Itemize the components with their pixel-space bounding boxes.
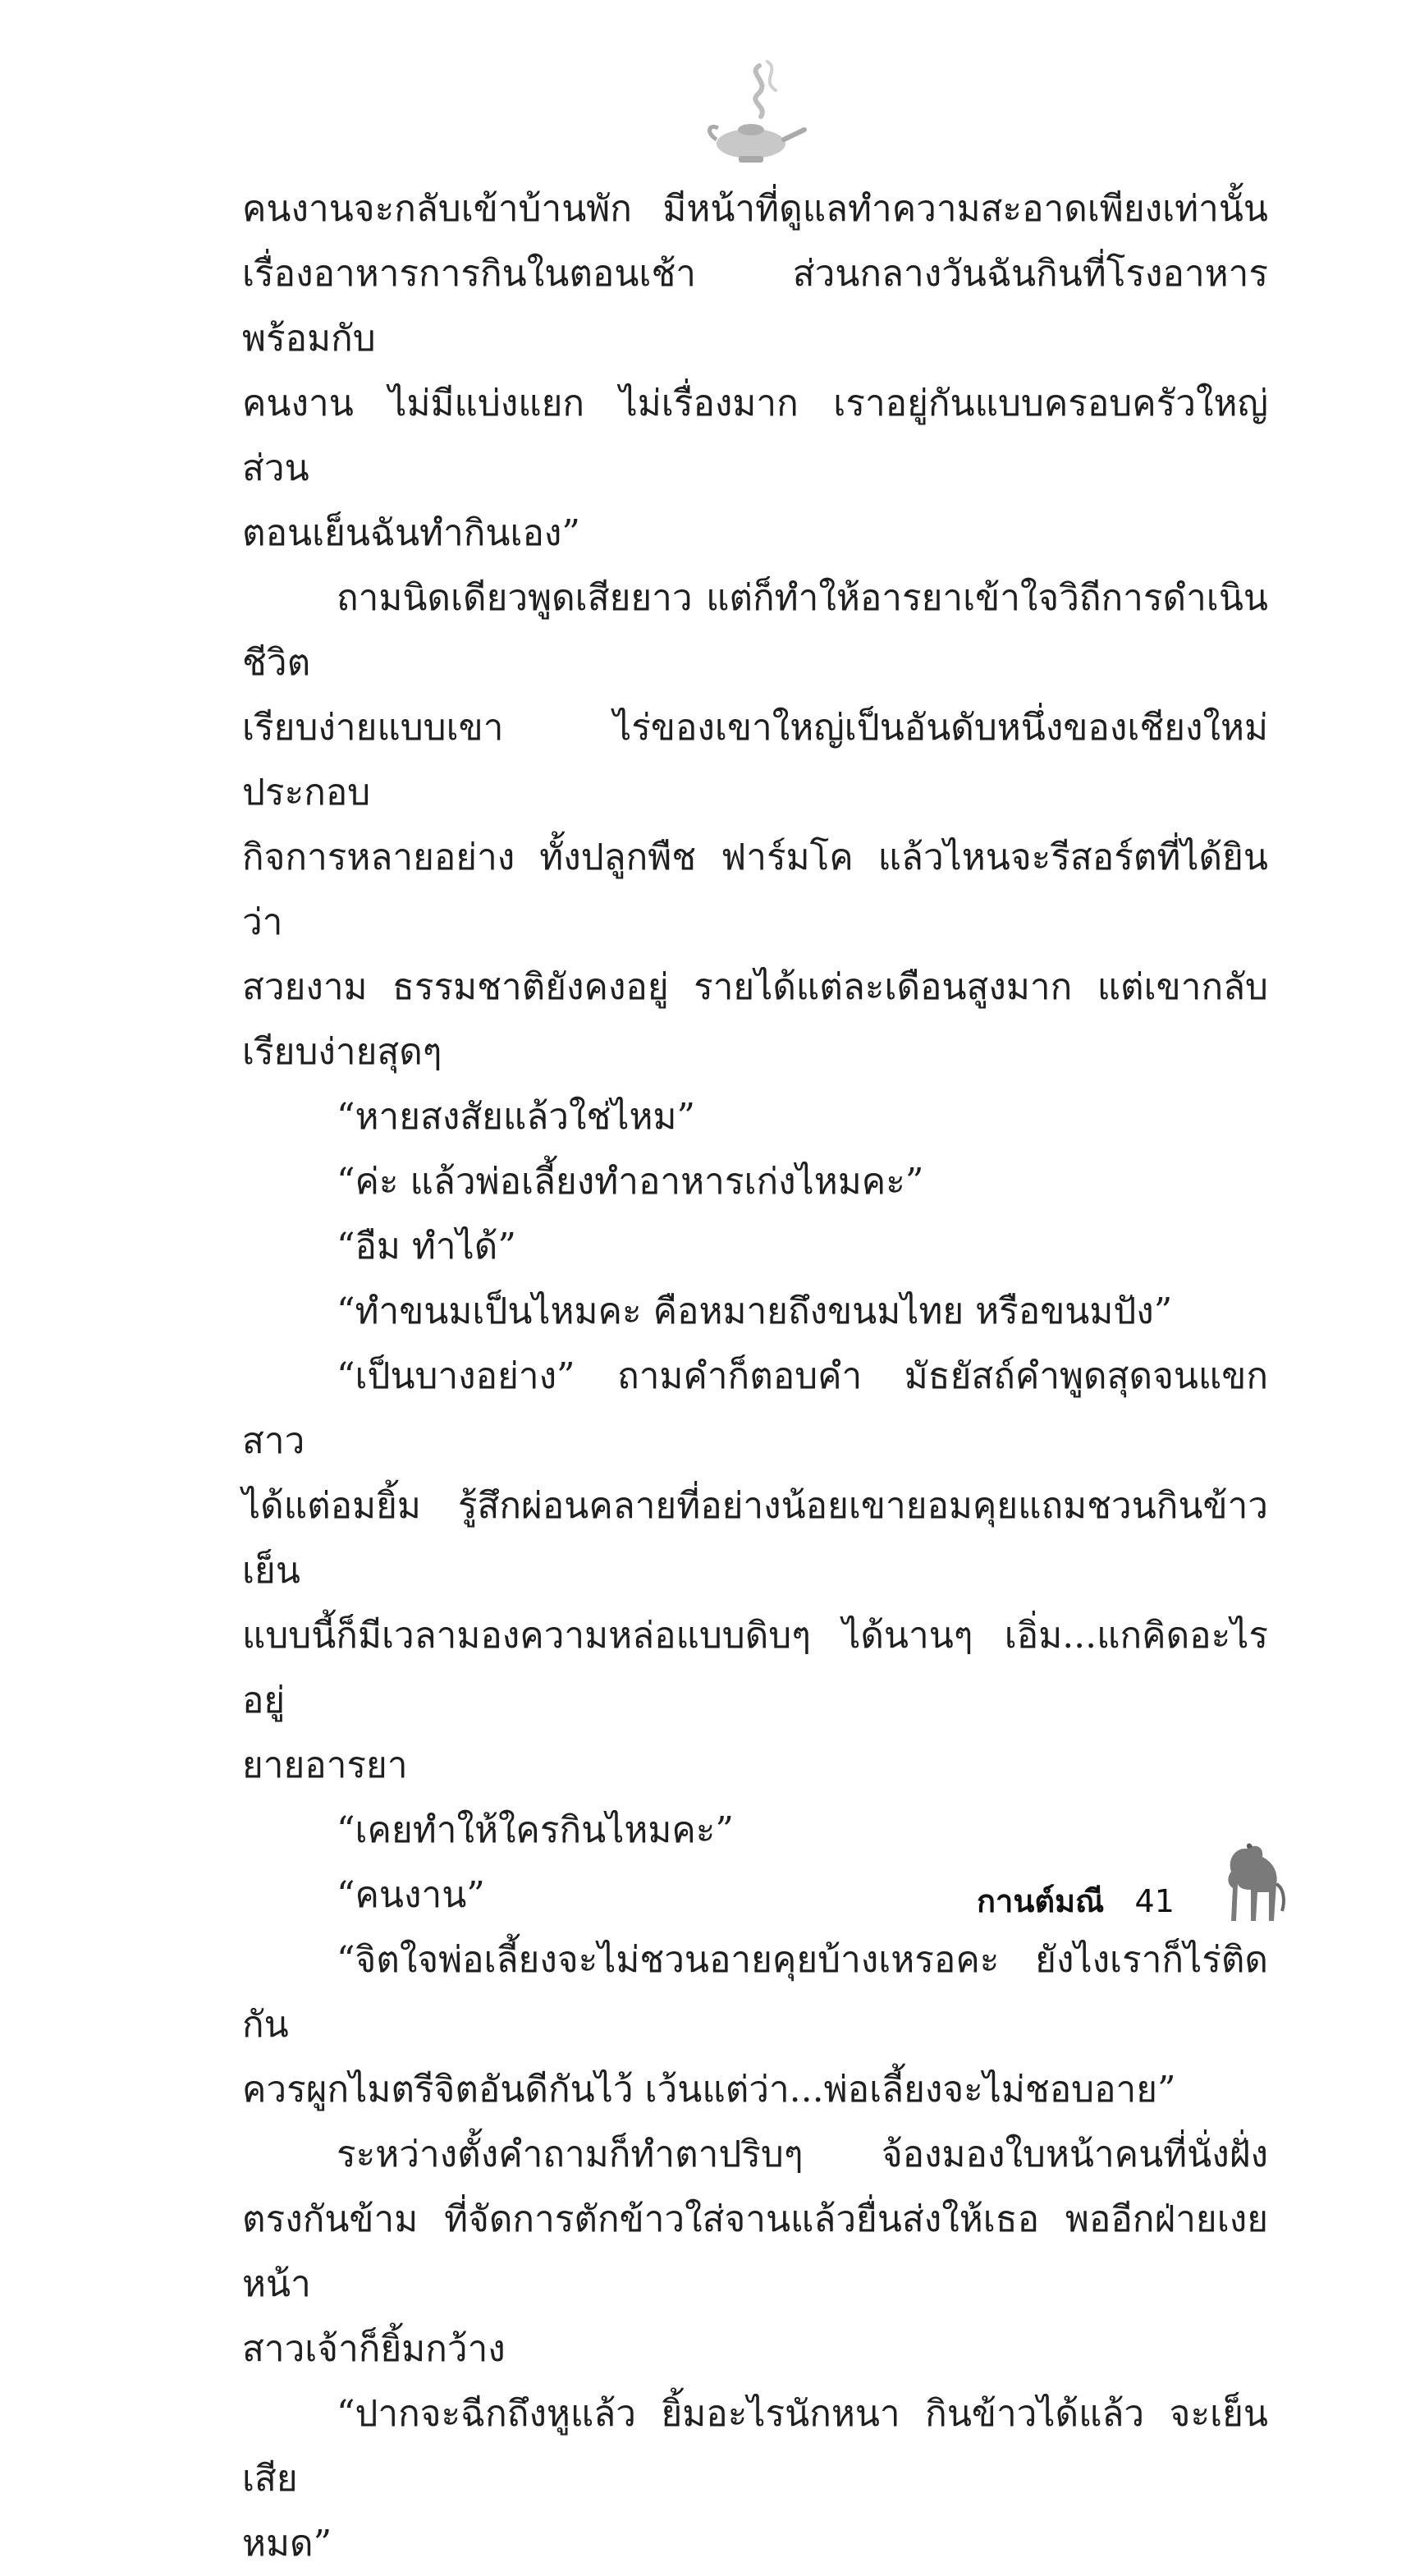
text-line: สวยงาม ธรรมชาติยังคงอยู่ รายได้แต่ละเดือนสูงมาก แต่เขากลับ [242, 966, 1268, 1008]
text-line: ได้แต่อมยิ้ม รู้สึกผ่อนคลายที่อย่างน้อยเขายอมคุยแถมชวนกินข้าวเย็น [242, 1485, 1268, 1592]
page-number: 41 [1134, 1883, 1175, 1919]
text-line: ควรผูกไมตรีจิตอันดีกันไว้ เว้นแต่ว่า...พ่อเลี้ยงจะไม่ชอบอาย” [242, 2069, 1176, 2111]
text-line: “อืม ทำได้” [337, 1226, 516, 1267]
paragraph [242, 1214, 1268, 1279]
story-text [242, 176, 1268, 2576]
text-line: ตอนเย็นฉันทำกินเอง” [242, 512, 580, 554]
text-line: ถามนิดเดียวพูดเสียยาว แต่ก็ทำให้อารยาเข้าใจวิถีการดำเนินชีวิต [242, 577, 1268, 684]
text-line: ตรงกันข้าม ที่จัดการตักข้าวใส่จานแล้วยื่นส่งให้เธอ พออีกฝ่ายเงยหน้า [242, 2198, 1268, 2305]
paragraph [242, 1927, 1268, 2122]
text-line: กิจการหลายอย่าง ทั้งปลูกพืช ฟาร์มโค แล้วไหนจะรีสอร์ตที่ได้ยินว่า [242, 837, 1268, 943]
paragraph [242, 1344, 1268, 1798]
text-line: “ค่ะ แล้วพ่อเลี้ยงทำอาหารเก่งไหมคะ” [337, 1161, 924, 1203]
paragraph [242, 566, 1268, 1084]
text-line: “จิตใจพ่อเลี้ยงจะไม่ชวนอายคุยบ้างเหรอคะ ยังไงเราก็ไร่ติดกัน [242, 1939, 1268, 2046]
text-line: ระหว่างตั้งคำถามก็ทำตาปริบๆ จ้องมองใบหน้าคนที่นั่งฝั่ง [337, 2134, 1268, 2175]
text-line: “ปากจะฉีกถึงหูแล้ว ยิ้มอะไรนักหนา กินข้าวได้แล้ว จะเย็นเสีย [242, 2393, 1268, 2500]
paragraph [242, 1279, 1268, 1344]
text-line: สาวเจ้าก็ยิ้มกว้าง [242, 2328, 506, 2370]
text-line: คนงานจะกลับเข้าบ้านพัก มีหน้าที่ดูแลทำความสะอาดเพียงเท่านั้น [242, 188, 1268, 230]
paragraph [242, 1084, 1268, 1149]
text-line: “เคยทำให้ใครกินไหมคะ” [337, 1809, 734, 1851]
horse-icon [1215, 1839, 1289, 1929]
text-line: “หายสงสัยแล้วใช่ไหม” [337, 1096, 695, 1138]
paragraph [242, 176, 1268, 566]
text-line: ยายอารยา [242, 1744, 408, 1786]
text-line: แบบนี้ก็มีเวลามองความหล่อแบบดิบๆ ได้นานๆ เอิ่ม...แกคิดอะไรอยู่ [242, 1615, 1268, 1721]
text-line: เรียบง่ายสุดๆ [242, 1031, 442, 1073]
text-line: เรื่องอาหารการกินในตอนเช้า ส่วนกลางวันฉันกินที่โรงอาหารพร้อมกับ [242, 253, 1268, 360]
text-line: คนงาน ไม่มีแบ่งแยก ไม่เรื่องมาก เราอยู่กันแบบครอบครัวใหญ่ ส่วน [242, 383, 1268, 489]
text-line: “เป็นบางอย่าง” ถามคำก็ตอบคำ มัธยัสถ์คำพูดสุดจนแขกสาว [242, 1355, 1268, 1462]
page-footer [977, 1876, 1175, 1926]
genie-lamp-icon [702, 57, 808, 172]
paragraph [242, 1798, 1268, 1863]
paragraph [242, 1149, 1268, 1214]
text-line: “ทำขนมเป็นไหมคะ คือหมายถึงขนมไทย หรือขนมปัง” [337, 1290, 1173, 1332]
text-line: “คนงาน” [337, 1874, 485, 1916]
paragraph [242, 2381, 1268, 2576]
paragraph [242, 2122, 1268, 2381]
text-line: หมด” [242, 2523, 332, 2565]
text-line: เรียบง่ายแบบเขา ไร่ของเขาใหญ่เป็นอันดับหนึ่งของเชียงใหม่ ประกอบ [242, 707, 1268, 814]
book-title: กานต์มณี [977, 1883, 1105, 1919]
